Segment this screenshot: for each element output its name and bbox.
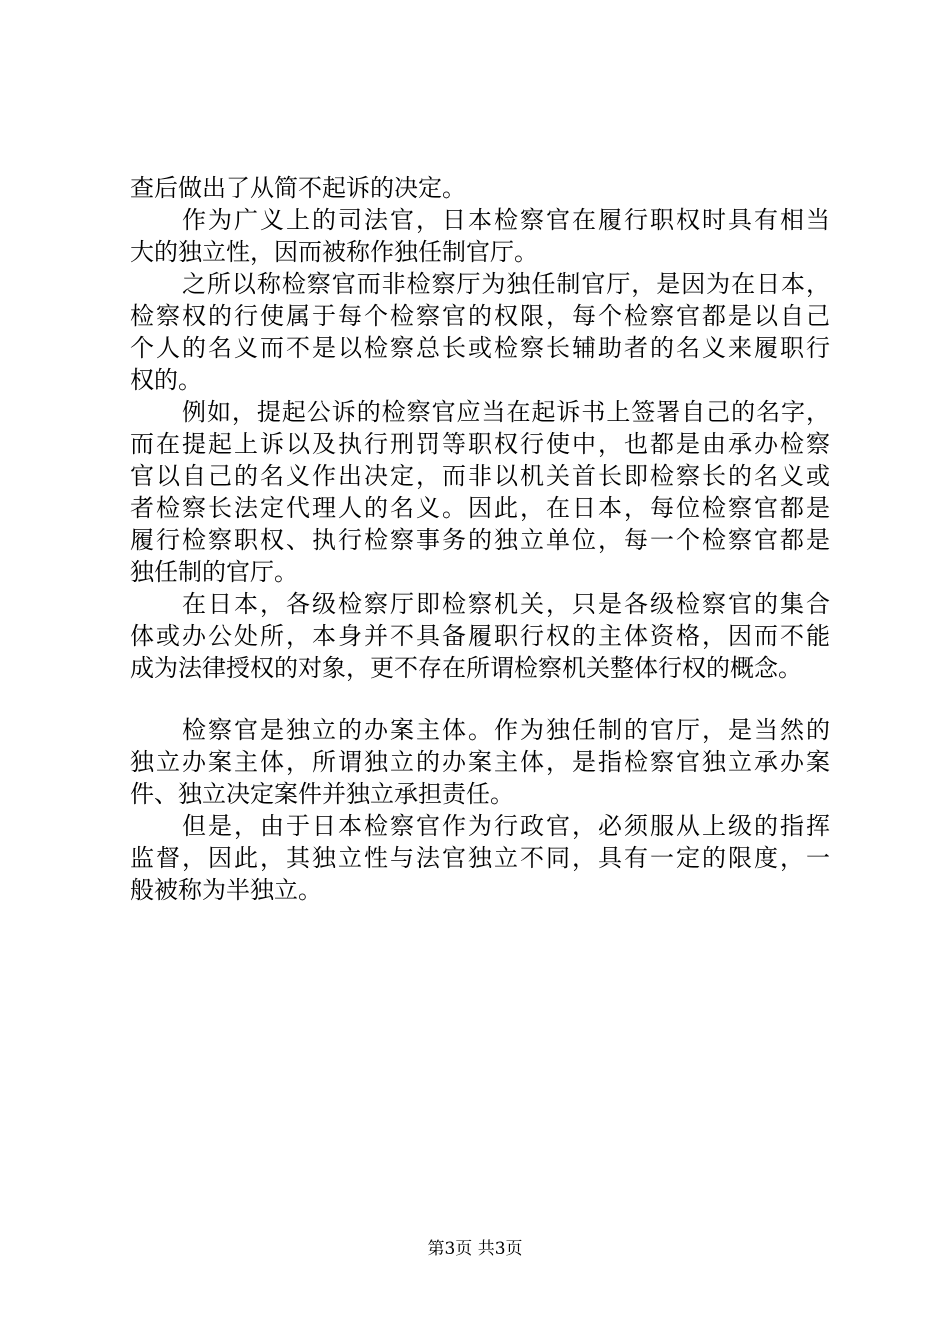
text-line: 检察权的行使属于每个检察官的权限，每个检察官都是以自己 <box>130 302 830 330</box>
text-line: 体或办公处所，本身并不具备履职行权的主体资格，因而不能 <box>130 622 830 650</box>
text-line: 而在提起上诉以及执行刑罚等职权行使中，也都是由承办检察 <box>130 430 830 458</box>
text-line: 查后做出了从简不起诉的决定。 <box>130 174 466 202</box>
text-line: 例如，提起公诉的检察官应当在起诉书上签署自己的名字， <box>182 398 830 426</box>
body-text <box>130 172 830 906</box>
paragraph-gap <box>130 684 830 714</box>
text-line: 件、独立决定案件并独立承担责任。 <box>130 780 514 808</box>
text-line: 权的。 <box>130 366 202 394</box>
text-line: 成为法律授权的对象，更不存在所谓检察机关整体行权的概念。 <box>130 654 802 682</box>
text-line: 独立办案主体，所谓独立的办案主体，是指检察官独立承办案 <box>130 748 830 776</box>
text-line: 者检察长法定代理人的名义。因此，在日本，每位检察官都是 <box>130 494 830 522</box>
page-number-footer: 第3页 共3页 <box>427 1239 523 1259</box>
text-line: 之所以称检察官而非检察厅为独任制官厅，是因为在日本， <box>182 270 830 298</box>
text-line: 在日本，各级检察厅即检察机关，只是各级检察官的集合 <box>182 590 830 618</box>
text-line: 监督，因此，其独立性与法官独立不同，具有一定的限度，一 <box>130 844 830 872</box>
text-line: 但是，由于日本检察官作为行政官，必须服从上级的指挥 <box>182 812 830 840</box>
text-line: 作为广义上的司法官，日本检察官在履行职权时具有相当 <box>182 206 830 234</box>
text-line: 般被称为半独立。 <box>130 876 322 904</box>
text-line: 个人的名义而不是以检察总长或检察长辅助者的名义来履职行 <box>130 334 830 362</box>
text-line: 独任制的官厅。 <box>130 558 298 586</box>
text-line: 检察官是独立的办案主体。作为独任制的官厅，是当然的 <box>182 716 830 744</box>
text-line: 官以自己的名义作出决定，而非以机关首长即检察长的名义或 <box>130 462 830 490</box>
text-line: 履行检察职权、执行检察事务的独立单位，每一个检察官都是 <box>130 526 830 554</box>
text-line: 大的独立性，因而被称作独任制官厅。 <box>130 238 538 266</box>
